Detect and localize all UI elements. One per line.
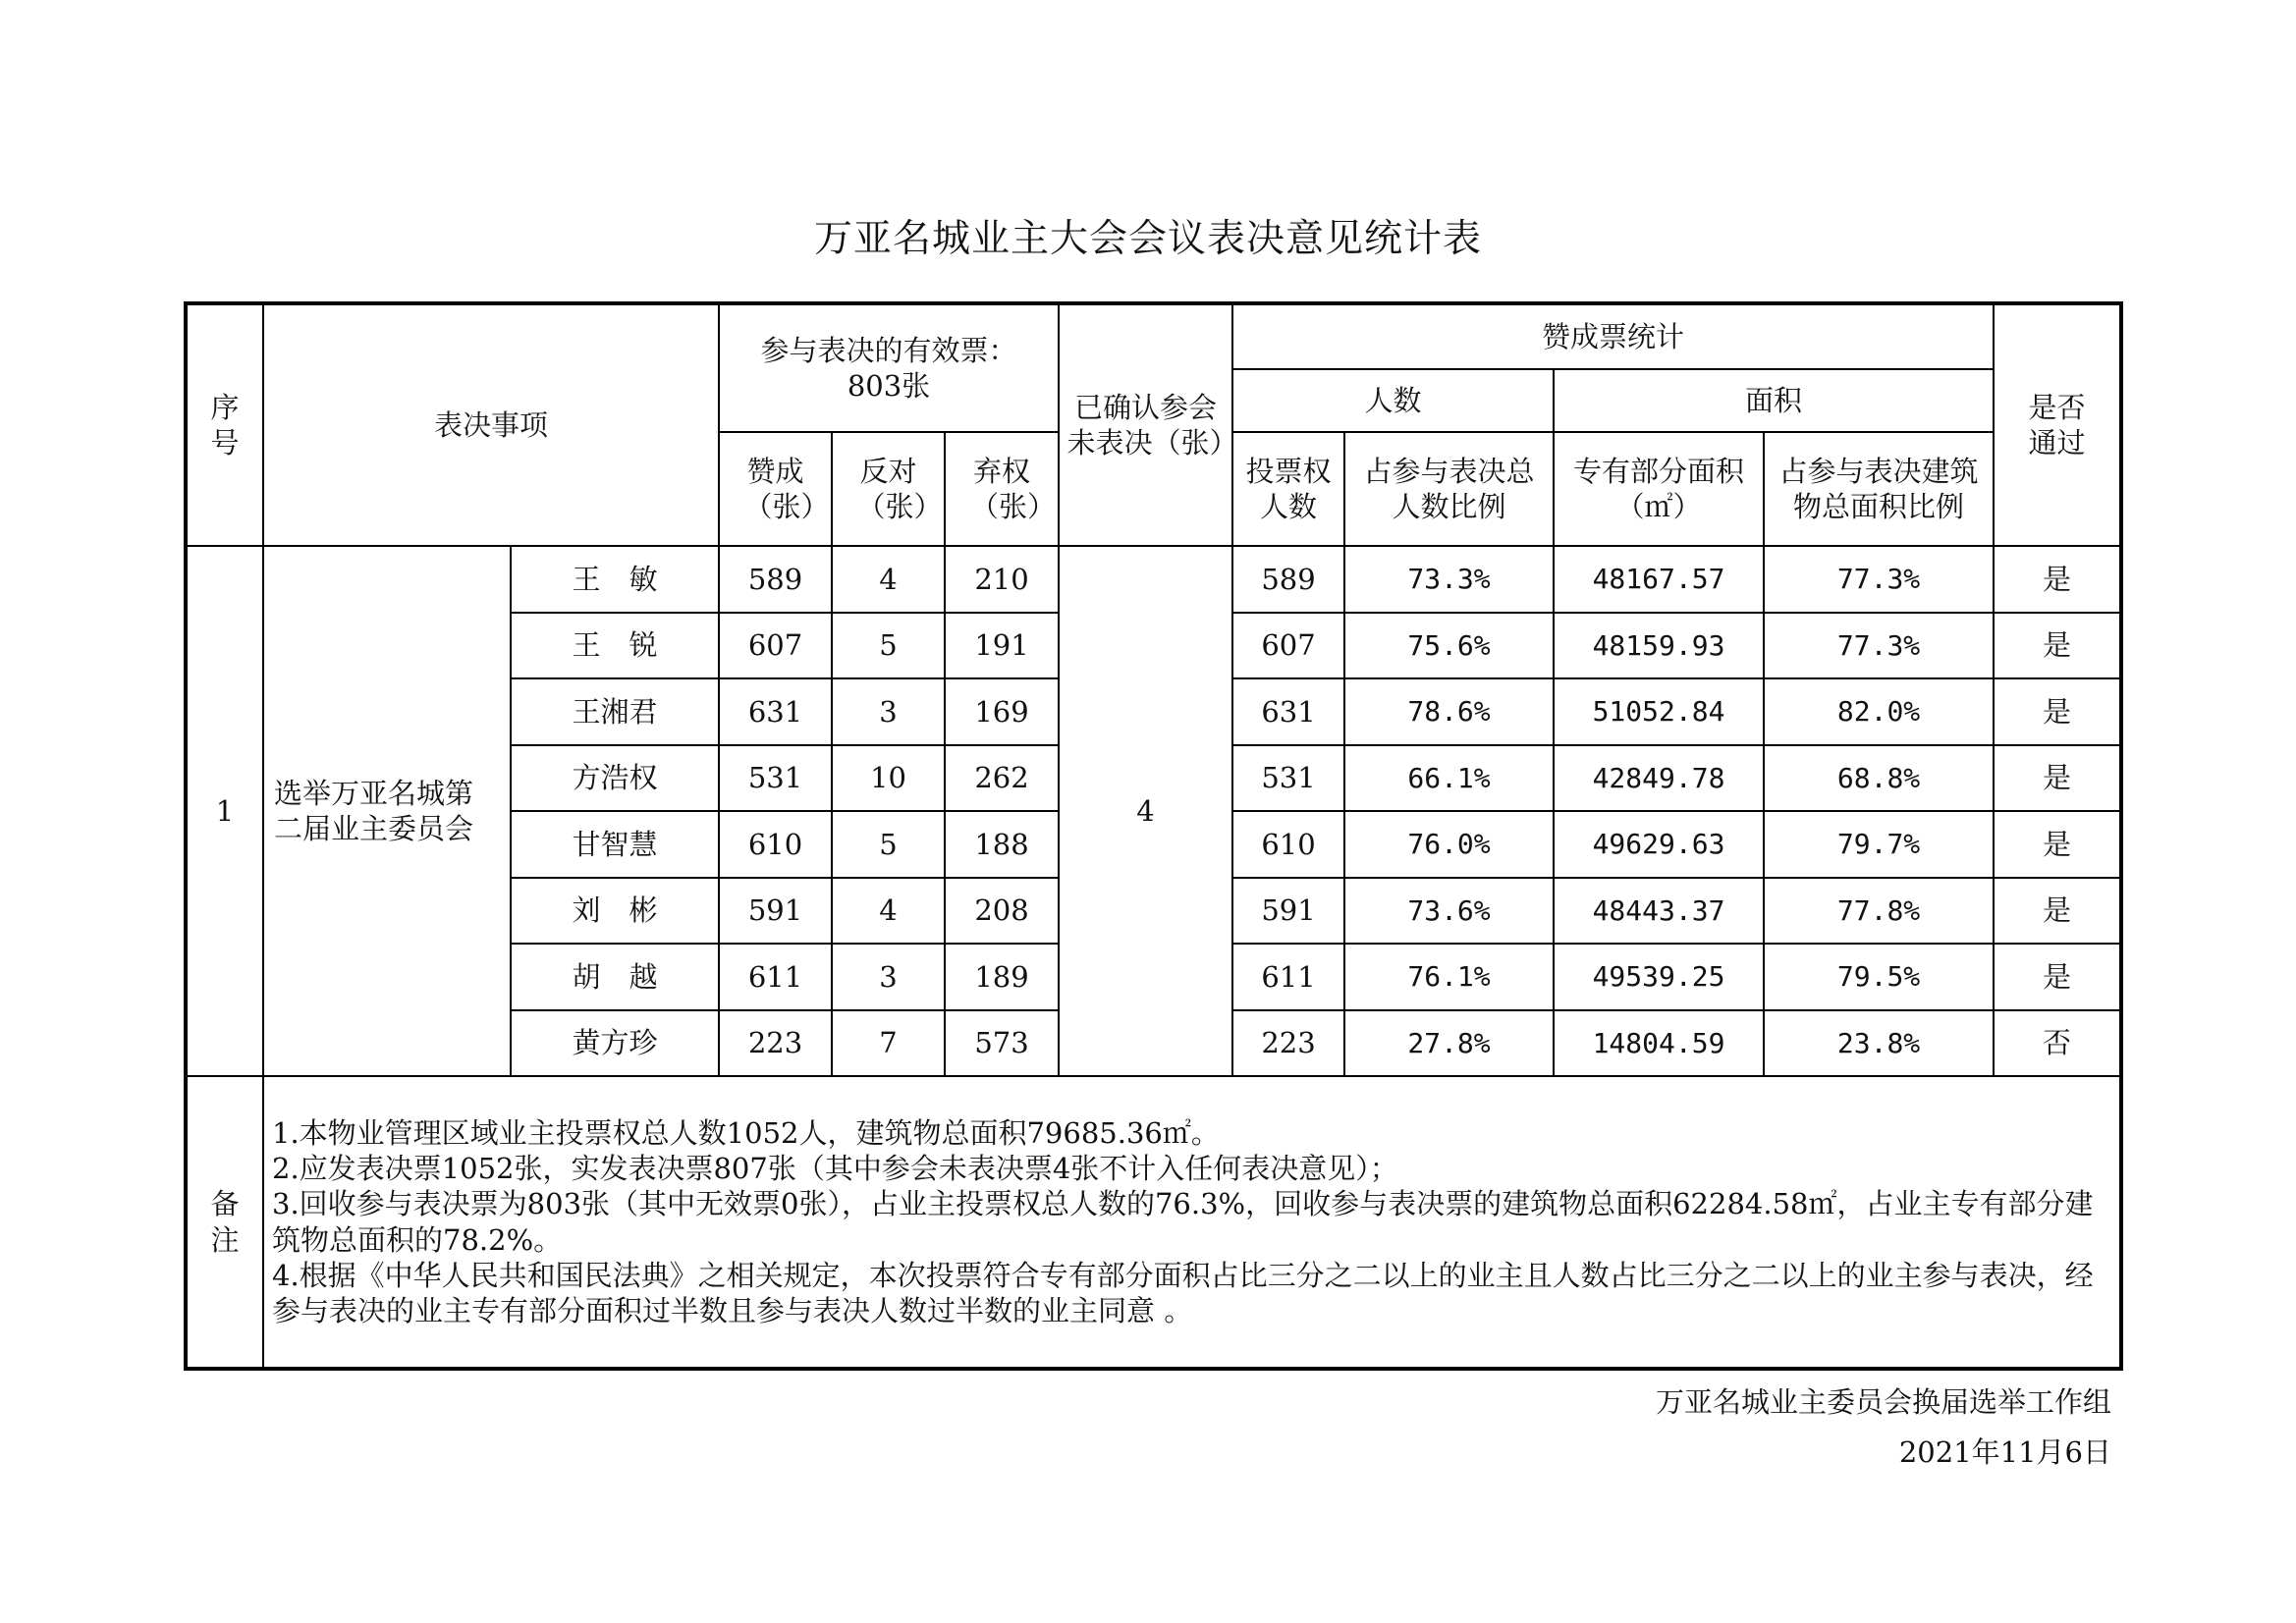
approve-count: 610 <box>719 811 832 878</box>
area-ratio: 68.8% <box>1764 745 1994 812</box>
header-people: 人数 <box>1232 369 1554 432</box>
candidate-name: 黄方珍 <box>511 1010 719 1077</box>
approve-count: 631 <box>719 678 832 745</box>
voters-ratio: 27.8% <box>1344 1010 1554 1077</box>
footer-date: 2021年11月6日 <box>1898 1435 2111 1469</box>
exclusive-area: 42849.78 <box>1554 745 1764 812</box>
approve-count: 589 <box>719 546 832 613</box>
abstain-count: 188 <box>945 811 1059 878</box>
approve-count: 611 <box>719 944 832 1010</box>
header-item: 表决事项 <box>263 303 719 546</box>
header-confirmed-not-voted: 已确认参会未表决（张） <box>1059 303 1232 546</box>
candidate-name: 王 敏 <box>511 546 719 613</box>
passed-cell: 是 <box>1994 613 2121 679</box>
oppose-count: 4 <box>832 878 945 945</box>
passed-cell: 是 <box>1994 745 2121 812</box>
area-ratio: 23.8% <box>1764 1010 1994 1077</box>
note-item: 4.根据《中华人民共和国民法典》之相关规定，本次投票符合专有部分面积占比三分之二以上的业主且人数占比三分之二以上的业主参与表决，经参与表决的业主专有部分面积过半数且参与表决人数过半数的业主同意 。 <box>272 1258 2094 1327</box>
passed-cell: 是 <box>1994 546 2121 613</box>
voters-count: 531 <box>1232 745 1344 812</box>
header-oppose: 反对（张） <box>832 432 945 546</box>
header-abstain: 弃权（张） <box>945 432 1059 546</box>
exclusive-area: 51052.84 <box>1554 678 1764 745</box>
exclusive-area: 49629.63 <box>1554 811 1764 878</box>
approve-count: 591 <box>719 878 832 945</box>
table-row <box>186 546 2121 613</box>
voters-count: 610 <box>1232 811 1344 878</box>
candidate-name: 王湘君 <box>511 678 719 745</box>
area-ratio: 77.3% <box>1764 546 1994 613</box>
exclusive-area: 48159.93 <box>1554 613 1764 679</box>
abstain-count: 189 <box>945 944 1059 1010</box>
area-ratio: 77.3% <box>1764 613 1994 679</box>
voters-count: 607 <box>1232 613 1344 679</box>
candidate-name: 王 锐 <box>511 613 719 679</box>
candidate-name: 刘 彬 <box>511 878 719 945</box>
oppose-count: 5 <box>832 811 945 878</box>
voters-count: 611 <box>1232 944 1344 1010</box>
area-ratio: 79.7% <box>1764 811 1994 878</box>
note-item: 1.本物业管理区域业主投票权总人数1052人，建筑物总面积79685.36㎡。 <box>272 1115 1220 1150</box>
candidate-name: 方浩权 <box>511 745 719 812</box>
abstain-count: 262 <box>945 745 1059 812</box>
passed-cell: 是 <box>1994 944 2121 1010</box>
header-valid-votes: 参与表决的有效票： 803张 <box>719 303 1059 432</box>
voters-ratio: 76.1% <box>1344 944 1554 1010</box>
oppose-count: 5 <box>832 613 945 679</box>
header-approve: 赞成（张） <box>719 432 832 546</box>
header-voters-ratio: 占参与表决总人数比例 <box>1344 432 1554 546</box>
candidate-name: 甘智慧 <box>511 811 719 878</box>
page-title: 万亚名城业主大会会议表决意见统计表 <box>813 217 1482 261</box>
voters-count: 589 <box>1232 546 1344 613</box>
confirmed-not-voted-cell: 4 <box>1059 546 1232 1076</box>
header-exclusive-area: 专有部分面积（㎡） <box>1554 432 1764 546</box>
voters-ratio: 78.6% <box>1344 678 1554 745</box>
abstain-count: 169 <box>945 678 1059 745</box>
passed-cell: 是 <box>1994 678 2121 745</box>
vote-statistics-table <box>184 301 2123 1371</box>
area-ratio: 79.5% <box>1764 944 1994 1010</box>
footer-organization: 万亚名城业主委员会换届选举工作组 <box>1655 1385 2111 1419</box>
header-area-ratio: 占参与表决建筑物总面积比例 <box>1764 432 1994 546</box>
passed-cell: 是 <box>1994 811 2121 878</box>
notes-label: 备注 <box>186 1076 263 1369</box>
oppose-count: 4 <box>832 546 945 613</box>
header-approve-stats: 赞成票统计 <box>1232 303 1994 369</box>
note-item: 2.应发表决票1052张，实发表决票807张（其中参会未表决票4张不计入任何表决意见）； <box>272 1152 1398 1185</box>
voters-ratio: 76.0% <box>1344 811 1554 878</box>
header-seq: 序号 <box>186 303 263 546</box>
exclusive-area: 48167.57 <box>1554 546 1764 613</box>
header-area: 面积 <box>1554 369 1994 432</box>
exclusive-area: 49539.25 <box>1554 944 1764 1010</box>
exclusive-area: 14804.59 <box>1554 1010 1764 1077</box>
voters-ratio: 73.3% <box>1344 546 1554 613</box>
approve-count: 607 <box>719 613 832 679</box>
header-voters: 投票权人数 <box>1232 432 1344 546</box>
passed-cell: 是 <box>1994 878 2121 945</box>
approve-count: 223 <box>719 1010 832 1077</box>
oppose-count: 10 <box>832 745 945 812</box>
exclusive-area: 48443.37 <box>1554 878 1764 945</box>
oppose-count: 3 <box>832 944 945 1010</box>
approve-count: 531 <box>719 745 832 812</box>
area-ratio: 77.8% <box>1764 878 1994 945</box>
notes-content <box>263 1076 2121 1369</box>
voters-count: 591 <box>1232 878 1344 945</box>
voters-ratio: 73.6% <box>1344 878 1554 945</box>
header-passed: 是否通过 <box>1994 303 2121 546</box>
voters-ratio: 75.6% <box>1344 613 1554 679</box>
abstain-count: 573 <box>945 1010 1059 1077</box>
voters-count: 223 <box>1232 1010 1344 1077</box>
candidate-name: 胡 越 <box>511 944 719 1010</box>
area-ratio: 82.0% <box>1764 678 1994 745</box>
oppose-count: 7 <box>832 1010 945 1077</box>
passed-cell: 否 <box>1994 1010 2121 1077</box>
oppose-count: 3 <box>832 678 945 745</box>
note-item: 3.回收参与表决票为803张（其中无效票0张），占业主投票权总人数的76.3%，回收参与表决票的建筑物总面积62284.58㎡，占业主专有部分建筑物总面积的78.2%。 <box>272 1187 2094 1257</box>
voters-count: 631 <box>1232 678 1344 745</box>
seq-cell: 1 <box>186 546 263 1076</box>
item-cell: 选举万亚名城第二届业主委员会 <box>263 546 511 1076</box>
voters-ratio: 66.1% <box>1344 745 1554 812</box>
abstain-count: 210 <box>945 546 1059 613</box>
abstain-count: 208 <box>945 878 1059 945</box>
abstain-count: 191 <box>945 613 1059 679</box>
